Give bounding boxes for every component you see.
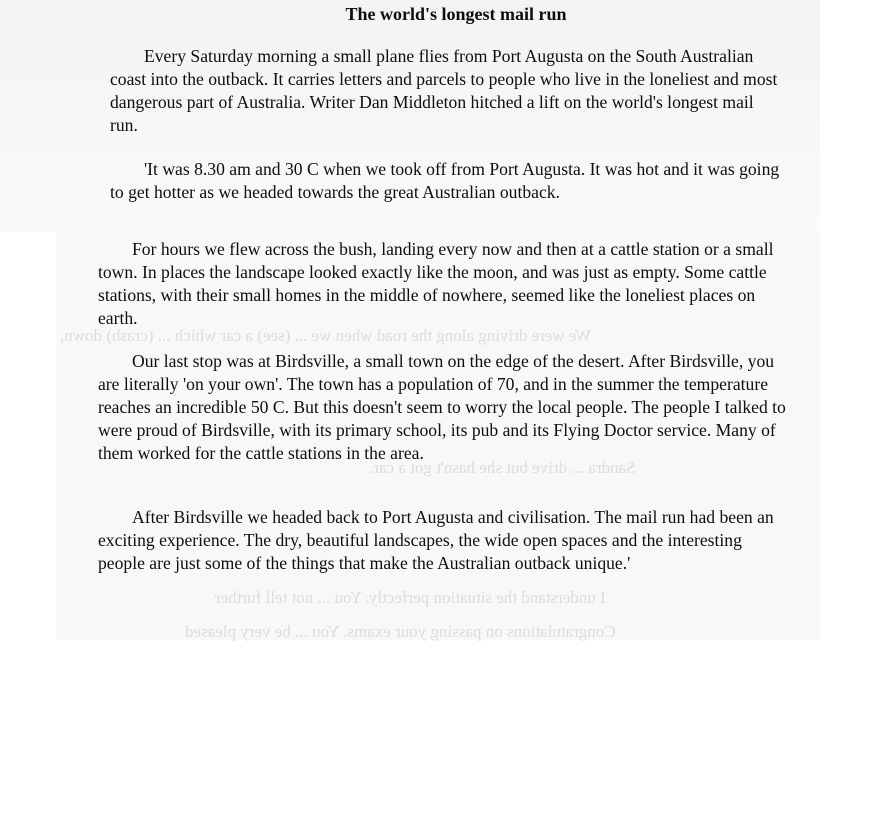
article-paragraph: After Birdsville we headed back to Port Augusta and civilisation. The mail run had been an exciting experience. The dry, beautiful landscapes, the wide open spaces and the interesting people are just some of the things that make the Australian outback unique.' [98, 507, 774, 573]
article-paragraph: Our last stop was at Birdsville, a small town on the edge of the desert. After Birdsville, you are literally 'on your own'. The town has a population of 70, and in the summer the temperature reaches an incredible 50 C. But this doesn't seem to worry the local people. The people I talked to were proud of Birdsville, with its primary school, its pub and its Flying Doctor service. Many of them worked for the cattle stations in the area. [98, 351, 786, 463]
bleed-through-text: We were driving along the road when we ... (see) a car which ... (crash) down, [60, 326, 592, 345]
article-paragraph: 'It was 8.30 am and 30 C when we took off from Port Augusta. It was hot and it was going to get hotter as we headed towards the great Australian outback. [110, 159, 780, 202]
article-title: The world's longest mail run [345, 4, 567, 24]
bleed-through-text: I understand the situation perfectly. You ... not tell further [215, 588, 606, 607]
bleed-through-text: Congratulations on passing your exams. You ... be very pleased [185, 622, 616, 641]
article-paragraph: Every Saturday morning a small plane flies from Port Augusta on the South Australian coast into the outback. It carries letters and parcels to people who live in the loneliest and most dangerous part of Australia. Writer Dan Middleton hitched a lift on the world's longest mail run. [110, 46, 778, 135]
bleed-through-text: Sandra ... drive but she hasn't got a car. [370, 458, 636, 477]
article-paragraph: For hours we flew across the bush, landing every now and then at a cattle station or a small town. In places the landscape looked exactly like the moon, and was just as empty. Some cattle stations, with their small homes in the middle of nowhere, seemed like the loneliest places on earth. [98, 239, 774, 328]
